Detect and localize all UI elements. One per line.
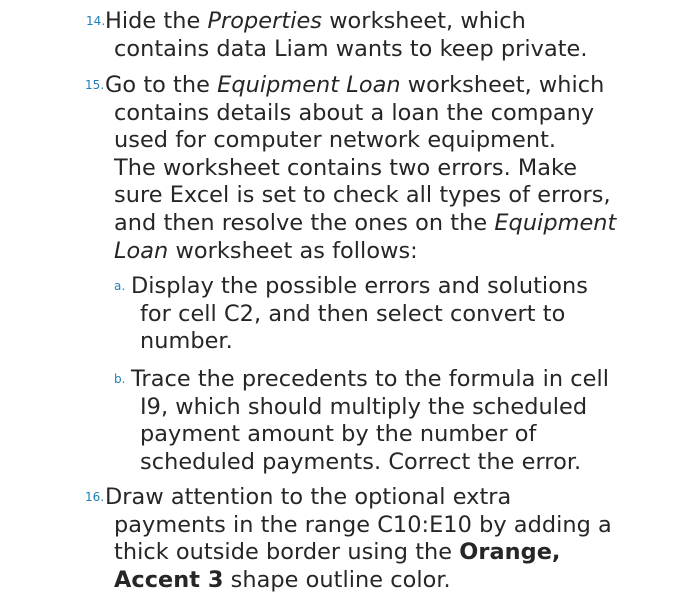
text-line: scheduled payments. Correct the error. [140,448,582,475]
step-text [131,273,588,356]
worksheet-name: Equipment Loan [217,72,401,98]
step-text [105,8,588,63]
text-line: Draw attention to the optional extra [105,484,512,510]
color-name: Accent 3 [114,566,224,593]
step-number: 16. [85,490,105,504]
text-line: payments in the range C10:E10 by adding a [114,511,612,538]
text-line: contains data Liam wants to keep private. [114,35,588,62]
step-text [131,366,609,476]
step-14 [86,8,588,63]
step-text [105,72,616,265]
step-15 [85,72,617,265]
text-line: Go to the Equipment Loan worksheet, which [105,72,605,98]
text-line: The worksheet contains two errors. Make [114,154,578,181]
color-name: Orange, [459,539,561,566]
step-16 [85,484,612,594]
text-line: contains details about a loan the company [114,99,595,126]
text-line: thick outside border using the Orange, [114,539,561,566]
substep-letter: a. [114,279,126,293]
text-line: Display the possible errors and solutions [131,273,588,299]
worksheet-name: Equipment [494,209,617,236]
text-line: sure Excel is set to check all types of errors, [114,182,611,209]
step-15a [114,273,588,356]
step-number: 14. [86,14,106,28]
text-line: payment amount by the number of [140,421,537,448]
worksheet-name: Loan [114,237,169,264]
text-line: and then resolve the ones on the Equipment [114,209,617,236]
step-15b [114,366,610,476]
worksheet-name: Properties [207,8,323,34]
text-line: Loan worksheet as follows: [114,237,418,264]
text-line: Accent 3 shape outline color. [114,566,451,593]
text-line: for cell C2, and then select convert to [140,300,566,327]
text-line: Hide the Properties worksheet, which [105,8,526,34]
step-text [105,484,612,594]
step-number: 15. [85,78,105,92]
text-line: number. [140,328,233,355]
substep-letter: b. [114,372,126,386]
text-line: used for computer network equipment. [114,127,557,154]
text-line: Trace the precedents to the formula in cell [131,366,610,392]
text-line: I9, which should multiply the scheduled [140,393,588,420]
